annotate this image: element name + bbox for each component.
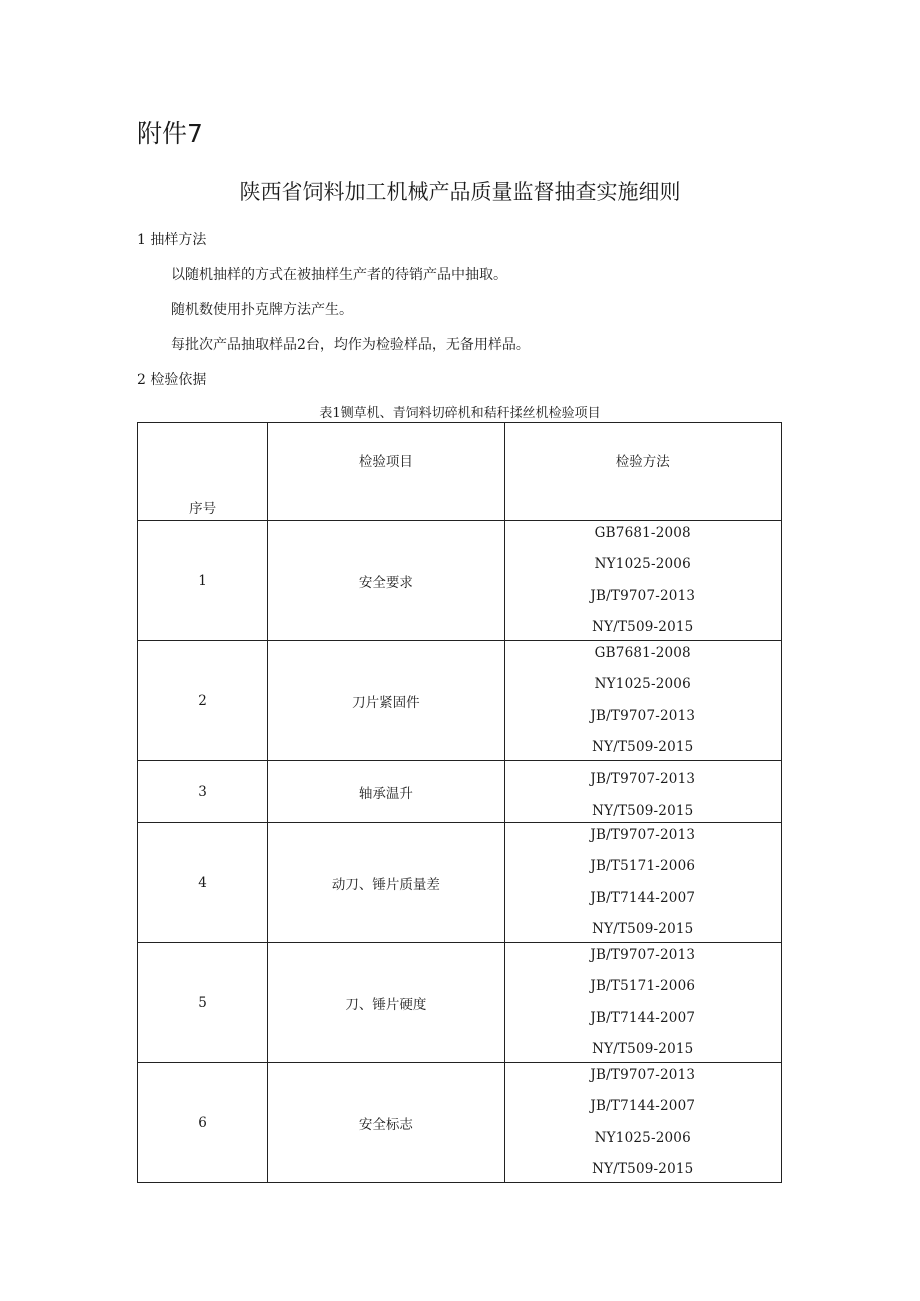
row-methods xyxy=(504,641,781,761)
paragraph: 每批次产品抽取样品2台，均作为检验样品，无备用样品。 xyxy=(171,337,530,353)
table-row xyxy=(138,641,782,761)
row-item: 动刀、锤片质量差 xyxy=(268,823,504,943)
row-methods xyxy=(504,1063,781,1183)
document-title: 陕西省饲料加工机械产品质量监督抽查实施细则 xyxy=(239,180,681,204)
method-standard: NY/T509-2015 xyxy=(592,803,694,819)
method-standard: JB/T9707-2013 xyxy=(590,1067,696,1083)
table-row xyxy=(138,521,782,641)
paragraph: 以随机抽样的方式在被抽样生产者的待销产品中抽取。 xyxy=(171,267,507,283)
method-standard: NY1025-2006 xyxy=(594,676,691,693)
row-number: 4 xyxy=(138,823,268,943)
row-item: 安全标志 xyxy=(268,1063,504,1183)
row-item: 轴承温升 xyxy=(268,761,504,823)
row-methods xyxy=(504,943,781,1063)
method-standard: GB7681-2008 xyxy=(594,525,691,541)
row-methods xyxy=(504,761,781,823)
row-number: 3 xyxy=(138,761,268,823)
header-method: 检验方法 xyxy=(504,423,781,521)
row-number: 1 xyxy=(138,521,268,641)
row-item: 刀片紧固件 xyxy=(268,641,504,761)
method-standard: NY/T509-2015 xyxy=(592,1040,694,1057)
table-row xyxy=(138,761,782,823)
section-1-heading: 1 抽样方法 xyxy=(137,232,207,248)
header-number: 序号 xyxy=(138,423,268,521)
method-standard: JB/T9707-2013 xyxy=(590,827,696,843)
row-item: 刀、锤片硬度 xyxy=(268,943,504,1063)
method-standard: JB/T9707-2013 xyxy=(590,587,696,604)
attachment-label: 附件7 xyxy=(137,119,203,148)
method-standard: JB/T5171-2006 xyxy=(590,858,696,875)
method-standard: NY/T509-2015 xyxy=(592,920,694,937)
row-number: 6 xyxy=(138,1063,268,1183)
inspection-items-table xyxy=(137,422,782,1183)
method-standard: GB7681-2008 xyxy=(594,645,691,661)
section-2-heading: 2 检验依据 xyxy=(137,372,207,388)
method-standard: JB/T5171-2006 xyxy=(590,978,696,995)
table-row xyxy=(138,1063,782,1183)
row-methods xyxy=(504,823,781,943)
row-methods xyxy=(504,521,781,641)
method-standard: JB/T7144-2007 xyxy=(590,889,696,906)
table-caption: 表1铡草机、青饲料切碎机和秸秆揉丝机检验项目 xyxy=(319,406,601,421)
method-standard: JB/T9707-2013 xyxy=(590,947,696,963)
method-standard: NY1025-2006 xyxy=(594,1129,691,1146)
table-row xyxy=(138,943,782,1063)
method-standard: NY/T509-2015 xyxy=(592,1160,694,1177)
method-standard: NY/T509-2015 xyxy=(592,738,694,755)
paragraph: 随机数使用扑克牌方法产生。 xyxy=(171,302,353,318)
row-number: 2 xyxy=(138,641,268,761)
method-standard: JB/T9707-2013 xyxy=(590,771,696,787)
method-standard: NY/T509-2015 xyxy=(592,618,694,635)
header-item: 检验项目 xyxy=(268,423,504,521)
method-standard: NY1025-2006 xyxy=(594,556,691,573)
table-header-row xyxy=(138,423,782,521)
method-standard: JB/T7144-2007 xyxy=(590,1098,696,1115)
row-item: 安全要求 xyxy=(268,521,504,641)
method-standard: JB/T7144-2007 xyxy=(590,1009,696,1026)
method-standard: JB/T9707-2013 xyxy=(590,707,696,724)
row-number: 5 xyxy=(138,943,268,1063)
table-row xyxy=(138,823,782,943)
